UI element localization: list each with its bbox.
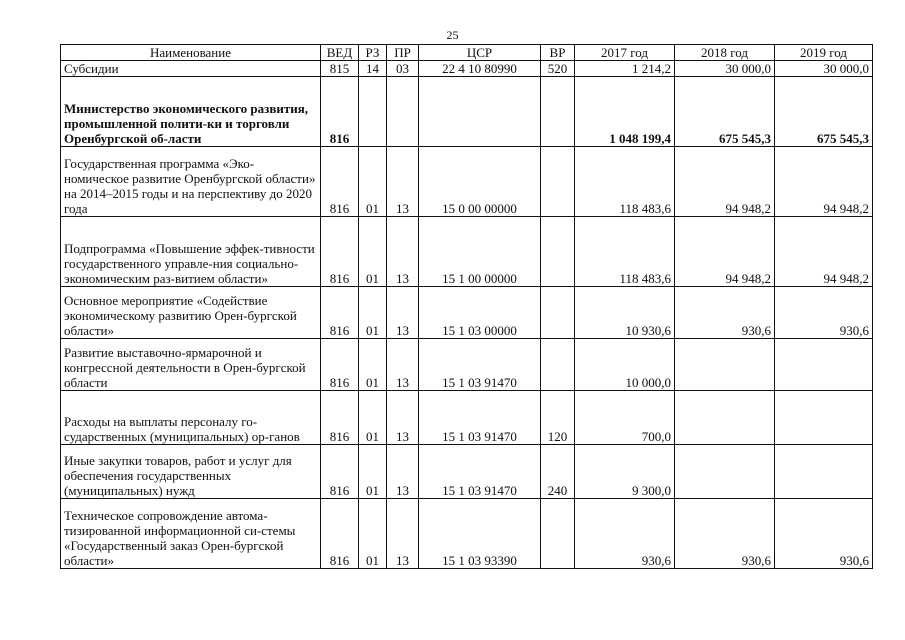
table-row bbox=[61, 391, 873, 445]
col-header-pr: ПР bbox=[387, 45, 419, 61]
row-ved: 816 bbox=[321, 287, 359, 339]
page-number: 25 bbox=[446, 28, 459, 42]
row-vr bbox=[541, 77, 575, 147]
row-2017: 10 930,6 bbox=[575, 287, 675, 339]
row-2017: 1 214,2 bbox=[575, 61, 675, 77]
row-csr: 15 1 03 91470 bbox=[419, 391, 541, 445]
table-row bbox=[61, 445, 873, 499]
col-header-2019: 2019 год bbox=[775, 45, 873, 61]
col-header-2017: 2017 год bbox=[575, 45, 675, 61]
row-pr: 13 bbox=[387, 499, 419, 569]
row-vr bbox=[541, 217, 575, 287]
row-ved: 816 bbox=[321, 391, 359, 445]
row-name: Подпрограмма «Повышение эффек-тивности государственного управле-ния социально-экономическим раз-витием области» bbox=[61, 217, 321, 287]
row-name: Основное мероприятие «Содействие экономическому развитию Орен-бургской области» bbox=[61, 287, 321, 339]
table-row bbox=[61, 499, 873, 569]
budget-table bbox=[60, 44, 873, 569]
row-name: Министерство экономического развития, промышленной полити-ки и торговли Оренбургской об-ласти bbox=[61, 77, 321, 147]
row-2018: 30 000,0 bbox=[675, 61, 775, 77]
row-rz bbox=[359, 77, 387, 147]
row-2019: 675 545,3 bbox=[775, 77, 873, 147]
col-header-csr: ЦСР bbox=[419, 45, 541, 61]
row-2017: 700,0 bbox=[575, 391, 675, 445]
row-2019: 30 000,0 bbox=[775, 61, 873, 77]
row-2018 bbox=[675, 339, 775, 391]
row-2017: 118 483,6 bbox=[575, 217, 675, 287]
row-2017: 930,6 bbox=[575, 499, 675, 569]
row-2018 bbox=[675, 391, 775, 445]
row-csr: 15 0 00 00000 bbox=[419, 147, 541, 217]
row-csr: 15 1 03 93390 bbox=[419, 499, 541, 569]
row-pr bbox=[387, 77, 419, 147]
row-name: Субсидии bbox=[61, 61, 321, 77]
row-csr bbox=[419, 77, 541, 147]
row-ved: 816 bbox=[321, 77, 359, 147]
row-csr: 15 1 03 91470 bbox=[419, 339, 541, 391]
row-rz: 01 bbox=[359, 147, 387, 217]
row-name: Государственная программа «Эко-номическое развитие Оренбургской области» на 2014–2015 годы и на перспективу до 2020 года bbox=[61, 147, 321, 217]
row-csr: 15 1 03 91470 bbox=[419, 445, 541, 499]
row-2019: 930,6 bbox=[775, 287, 873, 339]
row-ved: 816 bbox=[321, 147, 359, 217]
row-ved: 815 bbox=[321, 61, 359, 77]
row-2019 bbox=[775, 445, 873, 499]
row-vr bbox=[541, 147, 575, 217]
row-2019: 94 948,2 bbox=[775, 147, 873, 217]
row-2019: 930,6 bbox=[775, 499, 873, 569]
row-2018: 930,6 bbox=[675, 499, 775, 569]
row-vr bbox=[541, 287, 575, 339]
row-name: Расходы на выплаты персоналу го-сударственных (муниципальных) ор-ганов bbox=[61, 391, 321, 445]
table-row bbox=[61, 147, 873, 217]
col-header-rz: РЗ bbox=[359, 45, 387, 61]
row-rz: 01 bbox=[359, 499, 387, 569]
row-name: Техническое сопровождение автома-тизированной информационной си-стемы «Государственный заказ Орен-бургской области» bbox=[61, 499, 321, 569]
row-2017: 118 483,6 bbox=[575, 147, 675, 217]
row-rz: 01 bbox=[359, 217, 387, 287]
row-rz: 14 bbox=[359, 61, 387, 77]
row-vr: 120 bbox=[541, 391, 575, 445]
row-2018 bbox=[675, 445, 775, 499]
col-header-2018: 2018 год bbox=[675, 45, 775, 61]
row-name: Иные закупки товаров, работ и услуг для обеспечения государственных (муниципальных) нужд bbox=[61, 445, 321, 499]
row-pr: 13 bbox=[387, 391, 419, 445]
table-row bbox=[61, 217, 873, 287]
row-2018: 930,6 bbox=[675, 287, 775, 339]
col-header-vr: ВР bbox=[541, 45, 575, 61]
row-pr: 13 bbox=[387, 287, 419, 339]
table-row bbox=[61, 77, 873, 147]
row-2018: 94 948,2 bbox=[675, 147, 775, 217]
row-vr bbox=[541, 339, 575, 391]
row-pr: 13 bbox=[387, 445, 419, 499]
row-csr: 15 1 03 00000 bbox=[419, 287, 541, 339]
header-row bbox=[61, 45, 873, 61]
row-ved: 816 bbox=[321, 217, 359, 287]
row-ved: 816 bbox=[321, 445, 359, 499]
row-pr: 13 bbox=[387, 147, 419, 217]
row-pr: 13 bbox=[387, 339, 419, 391]
col-header-ved: ВЕД bbox=[321, 45, 359, 61]
row-csr: 15 1 00 00000 bbox=[419, 217, 541, 287]
row-name: Развитие выставочно-ярмарочной и конгрессной деятельности в Орен-бургской области bbox=[61, 339, 321, 391]
table-row bbox=[61, 287, 873, 339]
row-rz: 01 bbox=[359, 339, 387, 391]
row-vr: 520 bbox=[541, 61, 575, 77]
table-row bbox=[61, 339, 873, 391]
row-vr: 240 bbox=[541, 445, 575, 499]
row-2019 bbox=[775, 391, 873, 445]
row-vr bbox=[541, 499, 575, 569]
row-rz: 01 bbox=[359, 287, 387, 339]
row-2019: 94 948,2 bbox=[775, 217, 873, 287]
col-header-name: Наименование bbox=[61, 45, 321, 61]
row-ved: 816 bbox=[321, 339, 359, 391]
row-pr: 13 bbox=[387, 217, 419, 287]
row-2019 bbox=[775, 339, 873, 391]
row-2017: 10 000,0 bbox=[575, 339, 675, 391]
row-2018: 94 948,2 bbox=[675, 217, 775, 287]
row-rz: 01 bbox=[359, 391, 387, 445]
row-2018: 675 545,3 bbox=[675, 77, 775, 147]
row-rz: 01 bbox=[359, 445, 387, 499]
row-ved: 816 bbox=[321, 499, 359, 569]
row-pr: 03 bbox=[387, 61, 419, 77]
row-csr: 22 4 10 80990 bbox=[419, 61, 541, 77]
row-2017: 9 300,0 bbox=[575, 445, 675, 499]
row-2017: 1 048 199,4 bbox=[575, 77, 675, 147]
table-row bbox=[61, 61, 873, 77]
